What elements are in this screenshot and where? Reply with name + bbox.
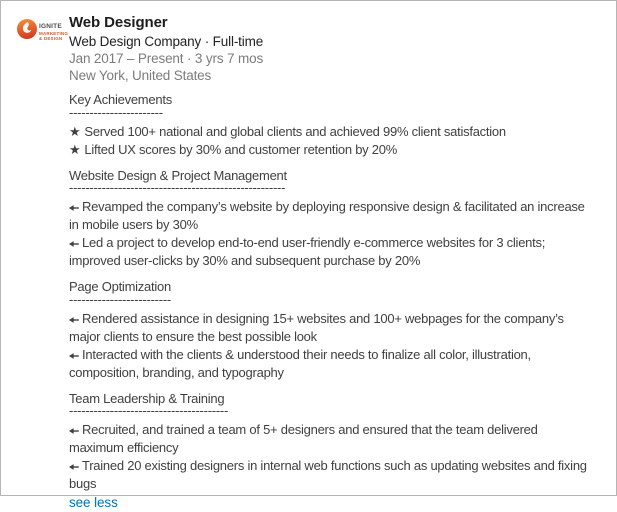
section-heading: Page Optimization: [69, 279, 171, 294]
company-line: Web Design Company · Full-time: [69, 34, 264, 49]
logo-line-3: & DESIGN: [39, 35, 63, 41]
bullet-text: Lifted UX scores by 30% and customer retention by 20%: [84, 141, 398, 157]
location: New York, United States: [69, 68, 212, 83]
section-heading: Team Leadership & Training: [69, 390, 225, 406]
bullet-item: [69, 123, 592, 141]
section-underline: -----------------------: [69, 109, 163, 120]
star-bullet-icon: ★: [69, 123, 81, 139]
bullet-item: [69, 198, 592, 234]
arrow-bullet-icon: [69, 240, 79, 248]
arrow-bullet-icon: [69, 204, 79, 212]
bullet-item: [69, 346, 592, 382]
company-logo[interactable]: [17, 14, 69, 44]
section-key-achievements: [69, 91, 592, 159]
experience-description: [69, 91, 592, 512]
company-logo-text: [39, 22, 68, 41]
section-heading: Key Achievements: [69, 92, 172, 107]
bullet-item: [69, 234, 592, 270]
arrow-bullet-icon: [69, 463, 79, 471]
bullet-item: [69, 141, 592, 159]
bullet-text: Recruited, and trained a team of 5+ designers and ensured that the team delivered maximum efficiency: [69, 422, 538, 455]
date-range: Jan 2017 – Present · 3 yrs 7 mos: [69, 51, 264, 66]
bullet-item: [69, 421, 592, 457]
logo-line-1: IGNITE: [39, 23, 62, 31]
section-team-leadership: [69, 390, 592, 494]
bullet-item: [69, 457, 592, 493]
section-underline: -----------------------------------------------------: [69, 185, 286, 195]
bullet-text: Revamped the company’s website by deploying responsive design & facilitated an increase in mobile users by 30%: [69, 199, 585, 232]
bullet-text: Rendered assistance in designing 15+ websites and 100+ webpages for the company’s major clients to ensure the best possible look: [69, 310, 564, 344]
arrow-bullet-icon: [69, 352, 79, 360]
bullet-text: Served 100+ national and global clients and achieved 99% client satisfaction: [84, 123, 506, 139]
bullet-text: Interacted with the clients & understood their needs to finalize all color, illustration, composition, branding, and typography: [69, 346, 531, 380]
section-page-optimization: [69, 278, 592, 382]
section-website-design: [69, 167, 592, 271]
bullet-text: Trained 20 existing designers in internal web functions such as updating websites and fixing bugs: [69, 458, 587, 491]
star-bullet-icon: ★: [69, 141, 81, 157]
section-underline: ---------------------------------------: [69, 408, 229, 418]
section-heading: Website Design & Project Management: [69, 167, 287, 183]
logo-line-2: MARKETING: [39, 30, 69, 36]
arrow-bullet-icon: [69, 316, 79, 324]
arrow-bullet-icon: [69, 427, 79, 435]
bullet-item: [69, 310, 592, 346]
flame-icon: [17, 19, 37, 44]
section-underline: -------------------------: [69, 296, 171, 307]
bullet-text: Led a project to develop end-to-end user-friendly e-commerce websites for 3 clients; improved user-clicks by 30% and subsequent purchase by 20%: [69, 235, 546, 268]
see-less-link[interactable]: see less: [69, 495, 118, 510]
position-title: Web Designer: [69, 14, 168, 31]
